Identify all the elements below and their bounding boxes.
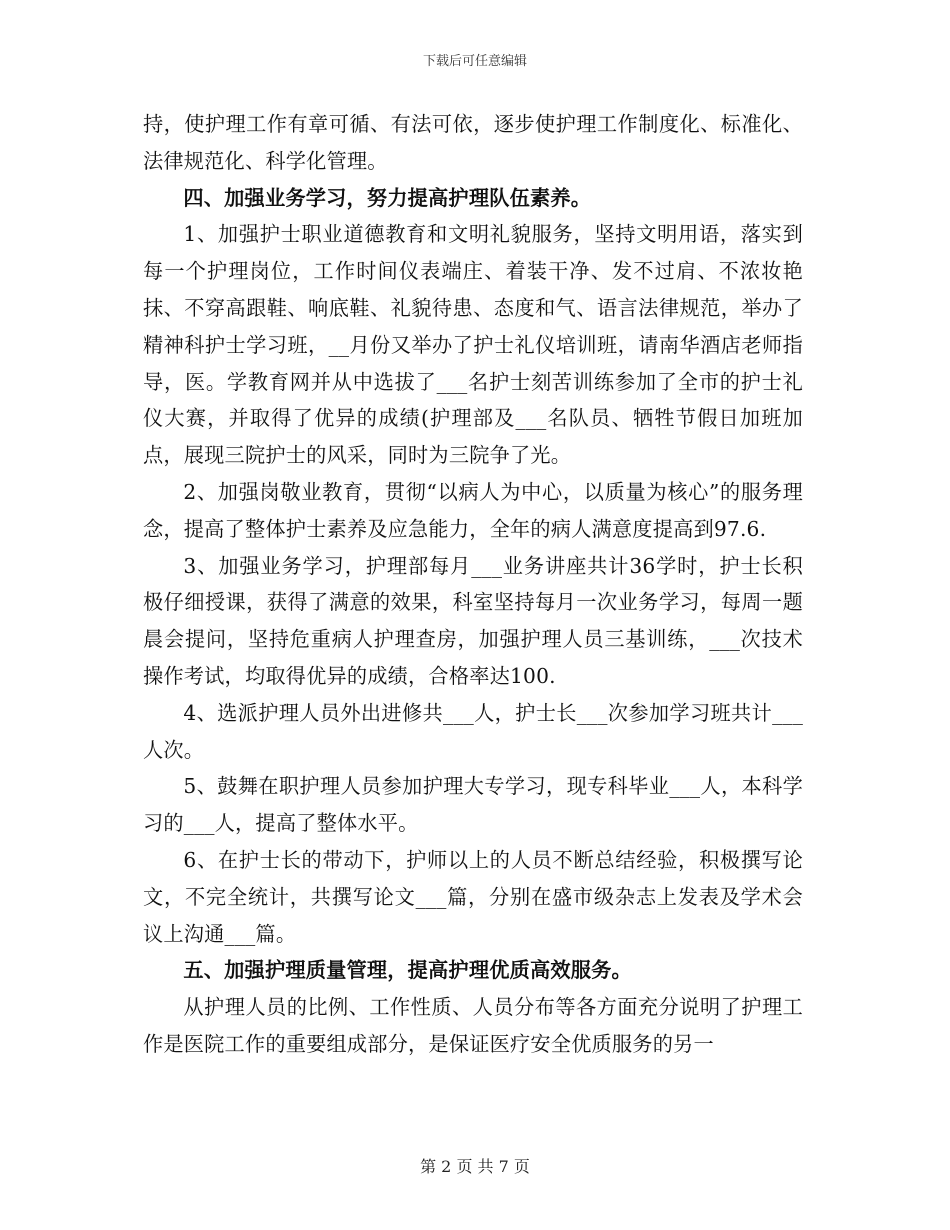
- paragraph-item-5: 5、鼓舞在职护理人员参加护理大专学习，现专科毕业___人，本科学习的___人，提高了整体水平。: [143, 774, 803, 836]
- paragraph-item-4: 4、选派护理人员外出进修共___人，护士长___次参加学习班共计___人次。: [143, 700, 803, 762]
- paragraph-item-3: 3、加强业务学习，护理部每月___业务讲座共计36学时，护士长积极仔细授课，获得了满意的效果，科室坚持每月一次业务学习，每周一题晨会提问，坚持危重病人护理查房，加强护理人员三基训练，___次技术操作考试，均取得优异的成绩，合格率达100.: [143, 553, 803, 688]
- section-heading-5: 五、加强护理质量管理，提高护理优质高效服务。: [183, 958, 632, 983]
- section-heading-4: 四、加强业务学习，努力提高护理队伍素养。: [183, 185, 592, 210]
- paragraph-item-1: 1、加强护士职业道德教育和文明礼貌服务，坚持文明用语，落实到每一个护理岗位，工作时间仪表端庄、着装干净、发不过肩、不浓妆艳抹、不穿高跟鞋、响底鞋、礼貌待患、态度和气、语言法律规范，举办了精神科护士学习班，__月份又举办了护士礼仪培训班，请南华酒店老师指导，医。学教育网并从中选拔了___名护士刻苦训练参加了全市的护士礼仪大赛，并取得了优异的成绩(护理部及___名队员、牺牲节假日加班加点，展现三院护士的风采，同时为三院争了光。: [143, 222, 803, 468]
- paragraph-item-2: 2、加强岗敬业教育，贯彻“以病人为中心，以质量为核心”的服务理念，提高了整体护士素养及应急能力，全年的病人满意度提高到97.6.: [143, 479, 803, 541]
- paragraph-continuation: 持，使护理工作有章可循、有法可依，逐步使护理工作制度化、标准化、法律规范化、科学化管理。: [143, 112, 803, 173]
- document-body: [143, 106, 803, 1063]
- page-footer: 第 2 页 共 7 页: [420, 1157, 530, 1176]
- paragraph-item-6: 6、在护士长的带动下，护师以上的人员不断总结经验，积极撰写论文，不完全统计，共撰写论文___篇，分别在盛市级杂志上发表及学术会议上沟通___篇。: [143, 847, 803, 946]
- page-header: 下载后可任意编辑: [422, 54, 527, 69]
- paragraph-section-5-intro: 从护理人员的比例、工作性质、人员分布等各方面充分说明了护理工作是医院工作的重要组成部分，是保证医疗安全优质服务的另一: [143, 995, 803, 1056]
